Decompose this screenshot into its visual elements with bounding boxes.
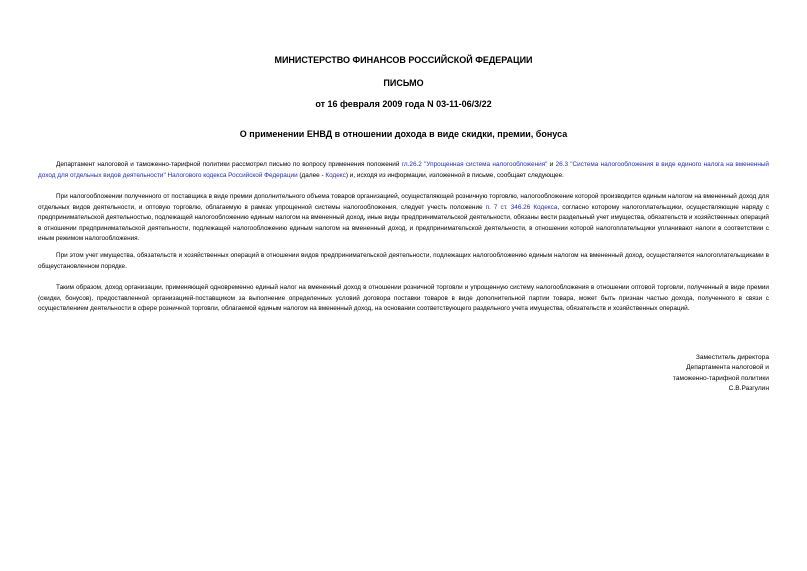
- paragraph-2: [38, 192, 769, 245]
- paragraph-3: При этом учет имущества, обязательств и хозяйственных операций в отношении видов предпринимательской деятельности, подлежащих налогообложению единым налогом на вмененный доход, осуществляется налогоплательщиками в общеустановленном порядке.: [38, 252, 769, 270]
- paragraph-1-text-d: ) и, исходя из информации, изложенной в письме, сообщает следующее.: [345, 171, 564, 179]
- link-chapter-26-3[interactable]: 26.3 "Система налогообложения в виде единого налога на вмененный доход для отдельных видов деятельности" Налогового кодекса Российской Федерации: [38, 161, 770, 179]
- signature-position: Заместитель директора: [695, 354, 769, 361]
- paragraph-2-text-a: При налогообложении полученного от поставщика в виде премии дополнительного объема товаров организацией, осуществляющей розничную торговлю, налогообложение которой производится единым налогом на вмененный доход для отдельных видов деятельности, и оптовую торговлю, облагаемую в рамках упрощенной системы налогообложения, следует учесть положение: [38, 193, 769, 211]
- link-chapter-26-2[interactable]: гл.26.2 "Упрощенная система налогообложения": [401, 161, 548, 168]
- subject-heading: О применении ЕНВД в отношении дохода в виде скидки, премии, бонуса: [239, 129, 568, 139]
- paragraph-4: Таким образом, доход организации, применяющей одновременно единый налог на вмененный доход в отношении розничной торговли и упрощенную систему налогообложения в отношении оптовой торговли, полученный в виде премии (скидки, бонусов), предоставленной организацией-поставщиком за выполнение определенных условий договора поставки товаров в виде дополнительной партии товара, может быть признан частью дохода, полученного в связи с осуществлением деятельности в сфере розничной торговли, облагаемой единым налогом на вмененный доход, на основании соответствующего раздельного учета имущества, обязательств и хозяйственных операций.: [38, 284, 769, 313]
- paragraph-1-text-c: (далее -: [297, 171, 326, 179]
- document-type-heading: ПИСЬМО: [383, 78, 424, 88]
- paragraph-1-text-b: и: [547, 161, 556, 168]
- paragraph-2-text-b: , согласно которому налогоплательщики, осуществляющие наряду с предпринимательской деятельностью, подлежащей налогообложению единым налогом на вмененный доход, иные виды предпринимательской деятельности, обязаны вести раздельный учет имущества, обязательств и хозяйственных операций в отношении предпринимательской деятельности, подлежащей налогообложению единым налогом на вмененный доход, и предпринимательской деятельности, в отношении которой налогоплательщики уплачивают налоги в соответствии с иным режимом налогообложения.: [38, 203, 769, 243]
- link-code[interactable]: Кодекс: [325, 171, 346, 179]
- signature-department: Департамента налоговой и: [686, 364, 769, 372]
- signature-department-cont: таможенно-тарифной политики: [672, 374, 769, 382]
- date-number-heading: от 16 февраля 2009 года N 03-11-06/3/22: [315, 99, 492, 109]
- paragraph-1: [38, 160, 769, 181]
- signature-name: С.В.Разгулин: [728, 385, 769, 393]
- paragraph-1-text-a: Департамент налоговой и таможенно-тарифной политики рассмотрел письмо по вопросу применения положений: [56, 161, 402, 168]
- ministry-heading: МИНИСТЕРСТВО ФИНАНСОВ РОССИЙСКОЙ ФЕДЕРАЦИИ: [274, 55, 533, 65]
- signature-block: [673, 353, 769, 395]
- link-article-346-26[interactable]: п. 7 ст. 346.26 Кодекса: [485, 203, 558, 211]
